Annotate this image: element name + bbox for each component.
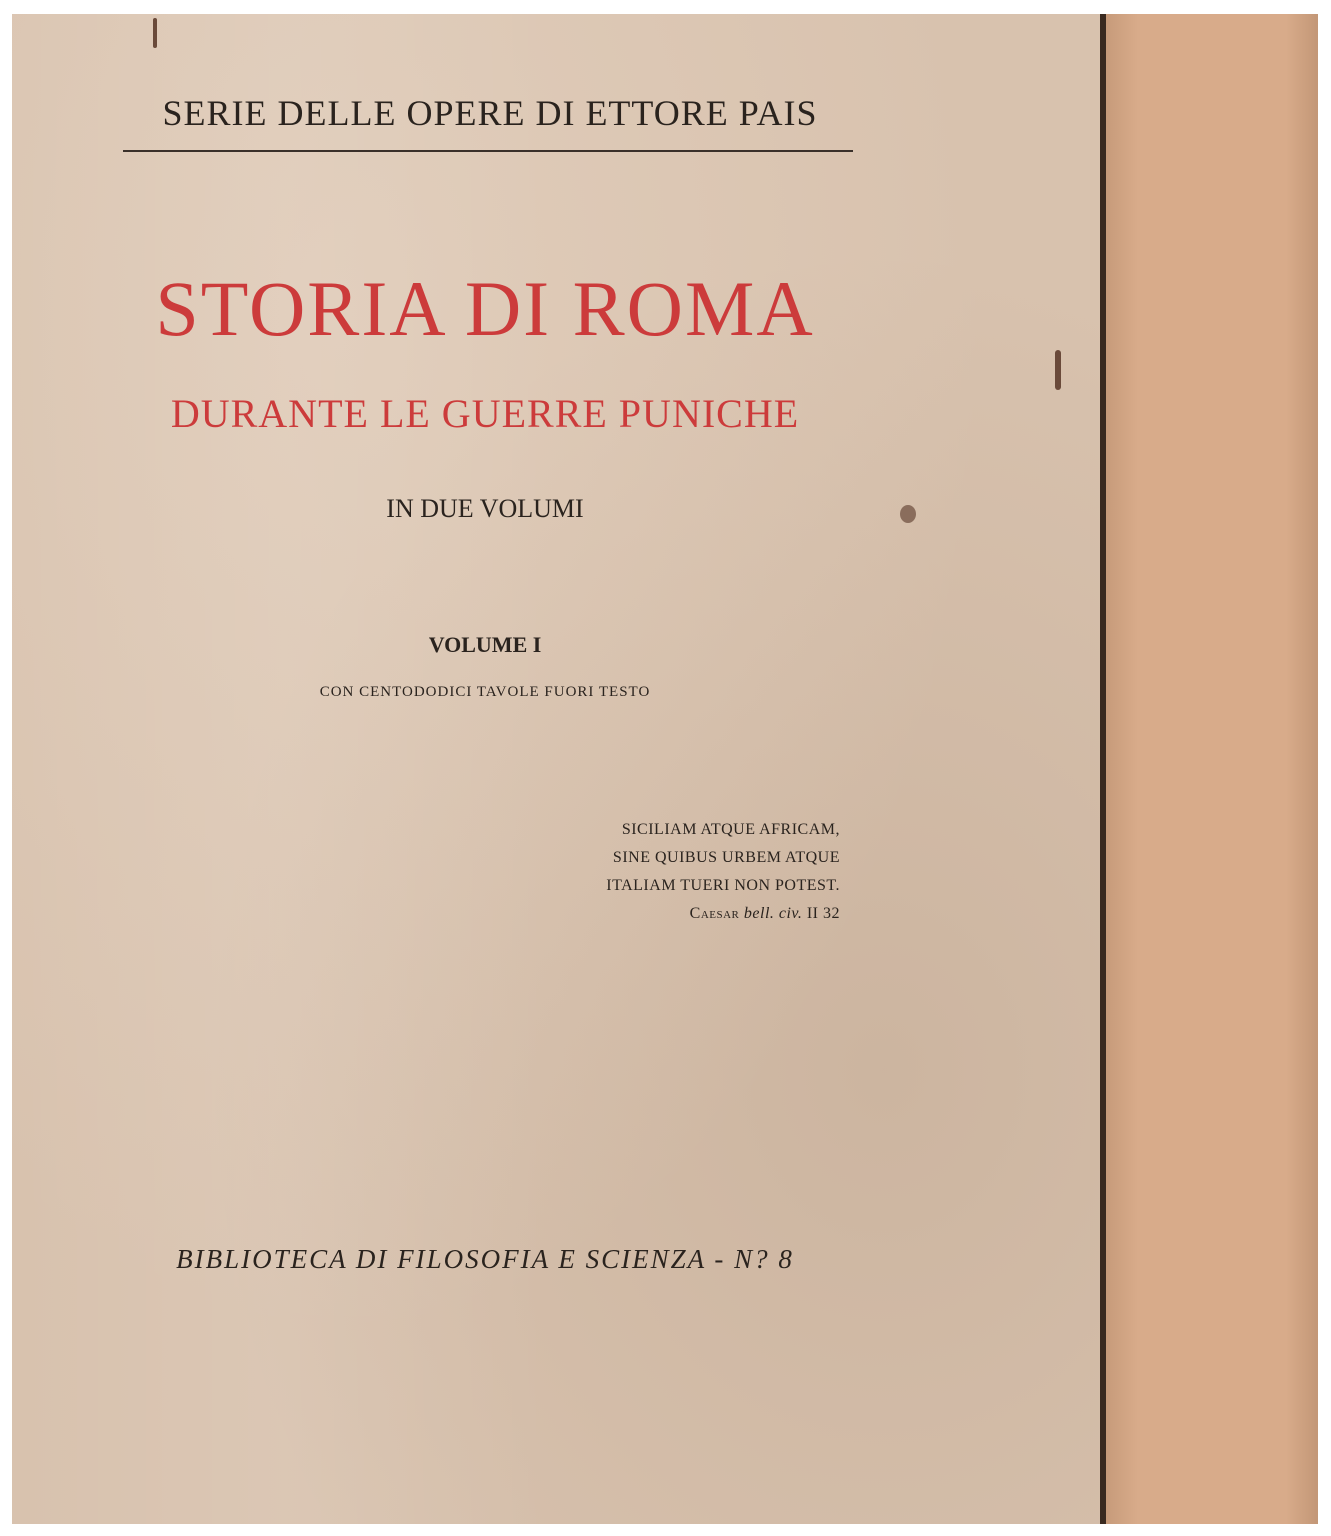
citation-ref: II 32 [806,905,840,922]
citation-author: Caesar [689,905,740,922]
book-subtitle: DURANTE LE GUERRE PUNICHE [170,391,800,436]
plates-note: CON CENTODODICI TAVOLE FUORI TESTO [319,684,651,700]
citation-work: bell. civ. [743,905,803,922]
collection-footer: BIBLIOTECA DI FILOSOFIA E SCIENZA - N? 8 [176,1244,794,1274]
epigraph-line: SICILIAM ATQUE AFRICAM, [621,821,840,838]
epigraph-citation [540,900,840,928]
epigraph-line: ITALIAM TUERI NON POTEST. [606,877,840,894]
epigraph-line: SINE QUIBUS URBEM ATQUE [612,849,840,866]
epigraph [540,816,840,928]
ink-mark [1055,350,1061,390]
volumes-note: IN DUE VOLUMI [386,494,584,523]
series-heading: SERIE DELLE OPERE DI ETTORE PAIS [162,93,818,133]
ink-mark [153,18,157,48]
volume-number: VOLUME I [428,632,542,657]
book-cover [12,14,1102,1524]
divider-rule [123,150,853,152]
stain-spot [900,505,916,523]
second-volume-edge [1106,14,1318,1524]
book-title: STORIA DI ROMA [155,265,815,352]
